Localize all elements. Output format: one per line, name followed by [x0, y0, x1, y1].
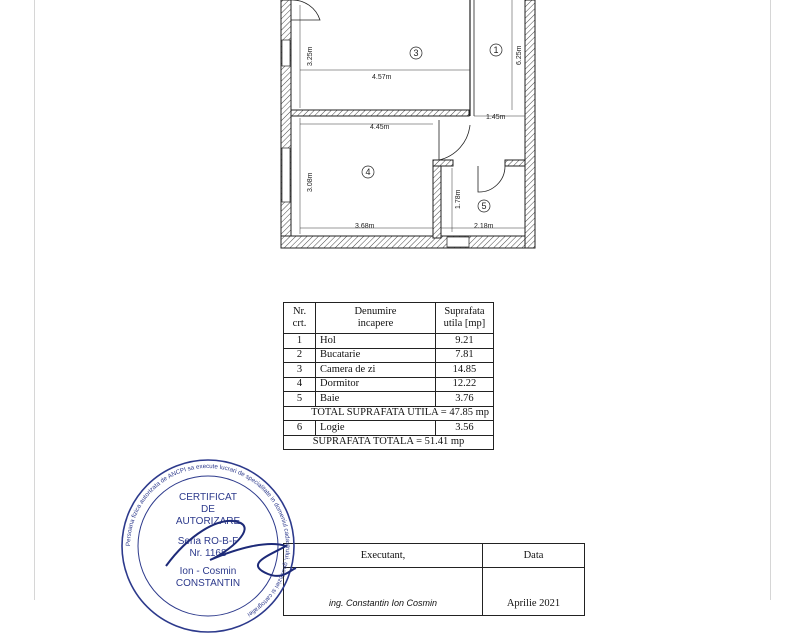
wall-left	[281, 0, 291, 248]
row-area: 3.76	[435, 392, 493, 407]
door-bath	[478, 166, 505, 192]
table-row	[284, 363, 494, 378]
floor-plan	[0, 0, 800, 300]
header-name	[316, 303, 436, 334]
header-nr	[284, 303, 316, 334]
window-bottom	[447, 237, 469, 247]
dim-368: 3.68m	[355, 223, 375, 230]
room-1-number: 1	[493, 45, 499, 55]
door-room4	[439, 120, 470, 160]
row-nr: 5	[284, 392, 316, 407]
stamp-line3: AUTORIZARE	[175, 516, 241, 527]
stamp-line5: Nr. 1168	[189, 548, 227, 559]
table-row	[284, 348, 494, 363]
header-nr-line1: Nr.	[292, 305, 307, 317]
header-area	[435, 303, 493, 334]
authorization-stamp	[118, 456, 298, 636]
wall-bottom	[281, 236, 535, 248]
stamp-line6: Ion - Cosmin	[179, 566, 237, 577]
row-area: 12.22	[435, 377, 493, 392]
dim-457: 4.57m	[372, 74, 392, 81]
dim-178: 1.78m	[455, 189, 462, 209]
header-area-line2: utila [mp]	[443, 318, 486, 329]
date-value: Aprilie 2021	[483, 568, 585, 616]
room-4-number: 4	[365, 167, 371, 177]
row-name: Baie	[316, 392, 436, 407]
dim-308: 3.08m	[307, 172, 314, 192]
stamp-line7: CONSTANTIN	[175, 578, 241, 589]
room-5-number: 5	[481, 201, 487, 211]
wall-right	[525, 0, 535, 248]
header-name-line2: incapere	[357, 318, 394, 329]
dim-445: 4.45m	[370, 124, 390, 131]
stamp-line4: Seria RO-B-F	[177, 536, 239, 547]
rooms-table	[283, 302, 494, 450]
door-top-left	[291, 0, 320, 20]
executant-label: Executant,	[284, 544, 483, 568]
row-name: Camera de zi	[316, 363, 436, 378]
wall-bath-left	[433, 160, 441, 238]
row-name: Hol	[316, 334, 436, 349]
dim-218: 2.18m	[474, 223, 494, 230]
row-nr: 2	[284, 348, 316, 363]
signoff-body-row	[284, 568, 585, 616]
header-nr-line2: crt.	[292, 318, 307, 329]
row-name: Bucatarie	[316, 348, 436, 363]
row-name: Dormitor	[316, 377, 436, 392]
row-name: Logie	[316, 421, 436, 436]
row-nr: 4	[284, 377, 316, 392]
total-util-row	[284, 406, 494, 421]
room-3-number: 3	[413, 48, 419, 58]
stamp-arc-text: Persoana fizica autorizata de ANCPI sa execute lucrari de specialitate in domeniul cadastrului, geodeziei si cartografiei	[124, 462, 292, 618]
table-row	[284, 392, 494, 407]
engineer-cell	[284, 568, 483, 616]
header-name-line1: Denumire	[354, 305, 397, 317]
header-area-line1: Suprafata	[444, 305, 485, 317]
table-row	[284, 421, 494, 436]
total-area: SUPRAFATA TOTALA = 51.41 mp	[284, 435, 494, 450]
total-util: TOTAL SUPRAFATA UTILA = 47.85 mp	[284, 406, 494, 421]
signoff-header-row	[284, 544, 585, 568]
signoff-table	[283, 543, 585, 616]
dim-145: 1.45m	[486, 114, 506, 121]
table-row	[284, 334, 494, 349]
rooms-table-header	[284, 303, 494, 334]
dim-325: 3.25m	[307, 46, 314, 66]
wall-bath-top-right	[505, 160, 525, 166]
row-area: 9.21	[435, 334, 493, 349]
wall-bath-top	[433, 160, 453, 166]
row-nr: 6	[284, 421, 316, 436]
window-left-2	[282, 148, 290, 202]
total-row	[284, 435, 494, 450]
dim-625: 6.25m	[516, 45, 523, 65]
wall-middle	[291, 110, 469, 116]
table-row	[284, 377, 494, 392]
engineer-name: ing. Constantin Ion Cosmin	[328, 598, 438, 608]
row-nr: 1	[284, 334, 316, 349]
data-label: Data	[483, 544, 585, 568]
row-area: 7.81	[435, 348, 493, 363]
window-left-1	[282, 40, 290, 66]
row-nr: 3	[284, 363, 316, 378]
row-area: 14.85	[435, 363, 493, 378]
stamp-line1: CERTIFICAT	[179, 492, 237, 503]
stamp-line2: DE	[201, 504, 215, 515]
row-area: 3.56	[435, 421, 493, 436]
